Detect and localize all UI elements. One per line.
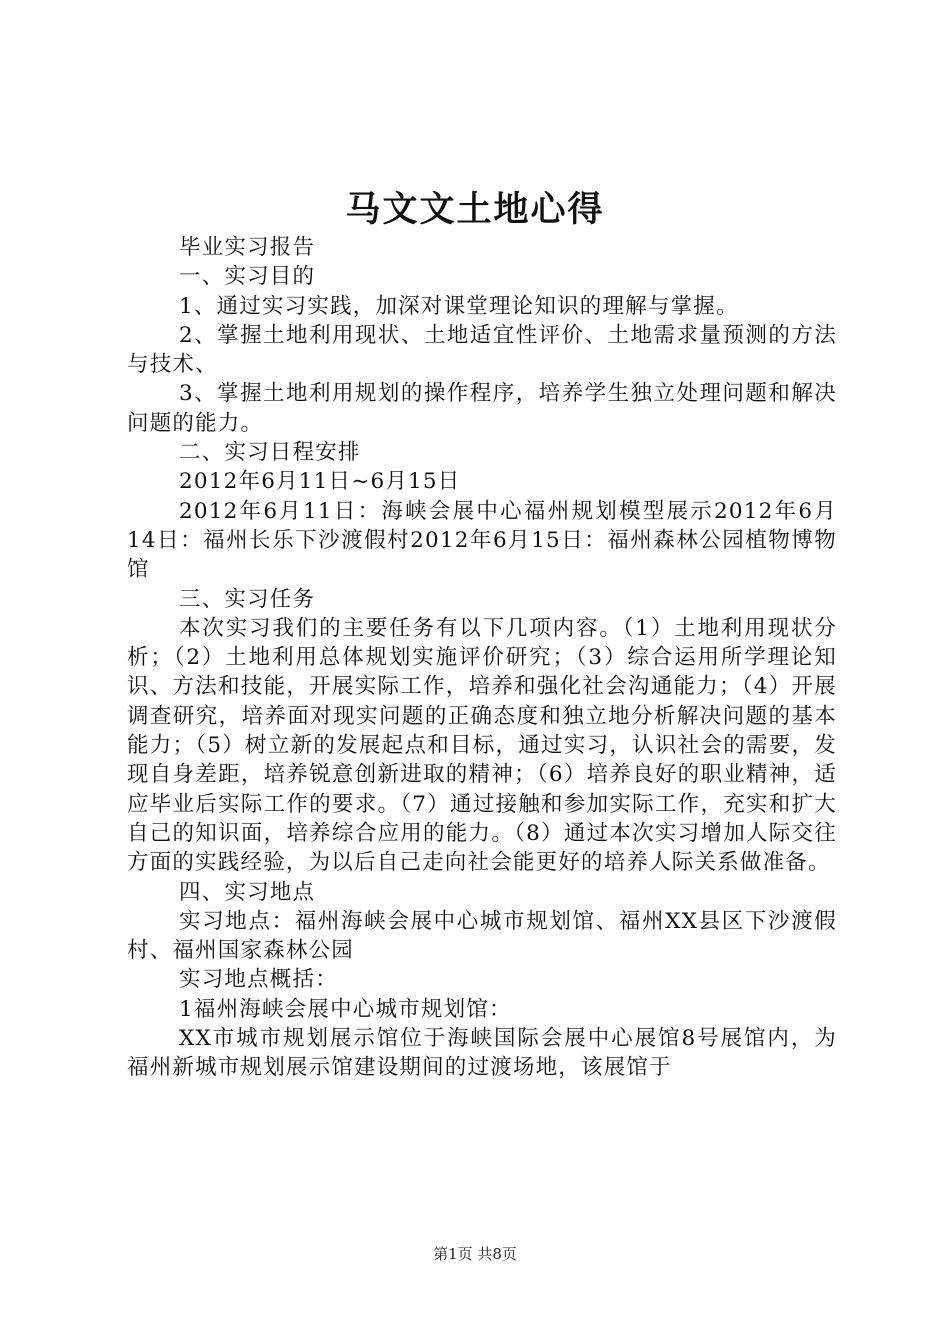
paragraph: 2012年6月11日~6月15日	[179, 469, 461, 495]
paragraph: 二、实习日程安排	[179, 440, 361, 466]
paragraph: 一、实习目的	[179, 264, 316, 290]
paragraph: 3、掌握土地利用规划的操作程序，培养学生独立处理问题和解决问题的能力。	[127, 381, 837, 436]
paragraph: 1福州海峡会展中心城市规划馆：	[179, 996, 512, 1022]
page-number-footer: 第1页 共8页	[433, 1245, 517, 1263]
document-title: 马文文土地心得	[345, 189, 605, 230]
paragraph: 三、实习任务	[179, 586, 316, 612]
paragraph: 本次实习我们的主要任务有以下几项内容。（1）土地利用现状分析；（2）土地利用总体规划实施评价研究；（3）综合运用所学理论知识、方法和技能，开展实际工作，培养和强化社会沟通能力；（4）开展调查研究，培养面对现实问题的正确态度和独立地分析解决问题的基本能力；（5）树立新的发展起点和目标，通过实习，认识社会的需要，发现自身差距，培养锐意创新进取的精神；（6）培养良好的职业精神，适应毕业后实际工作的要求。（7）通过接触和参加实际工作，充实和扩大自己的知识面，培养综合应用的能力。（8）通过本次实习增加人际交往方面的实践经验，为以后自己走向社会能更好的培养人际关系做准备。	[127, 615, 837, 876]
paragraph: 实习地点概括：	[179, 967, 338, 993]
paragraph: 2、掌握土地利用现状、土地适宜性评价、土地需求量预测的方法与技术、	[127, 322, 837, 378]
document-body	[127, 233, 837, 1083]
paragraph: 2012年6月11日：海峡会展中心福州规划模型展示2012年6月14日：福州长乐下沙渡假村2012年6月15日：福州森林公园植物博物馆	[127, 498, 837, 583]
paragraph: 四、实习地点	[179, 879, 316, 905]
paragraph: 1、通过实习实践，加深对课堂理论知识的理解与掌握。	[179, 293, 739, 319]
paragraph: 毕业实习报告	[179, 235, 316, 260]
paragraph: 实习地点：福州海峡会展中心城市规划馆、福州XX县区下沙渡假村、福州国家森林公园	[127, 908, 837, 964]
paragraph: XX市城市规划展示馆位于海峡国际会展中心展馆8号展馆内，为福州新城市规划展示馆建设期间的过渡场地，该展馆于	[127, 1026, 837, 1081]
